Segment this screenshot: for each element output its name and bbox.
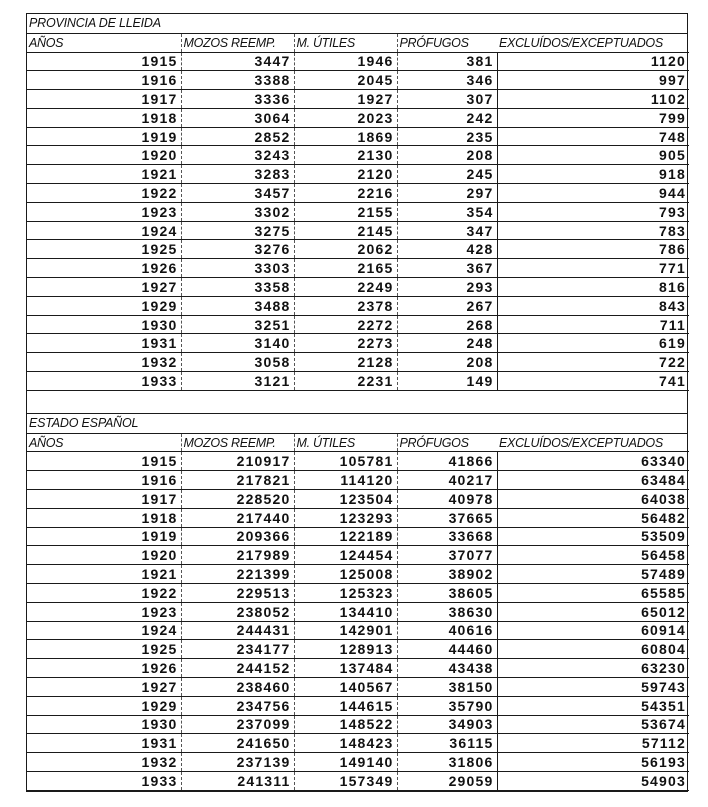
cell-excluidos: 711 [497,315,689,334]
cell-excluidos: 843 [497,296,689,315]
cell-year: 1916 [27,471,181,490]
cell-mozos-reemp: 3243 [181,146,294,165]
cell-m-utiles: 2130 [294,146,397,165]
cell-excluidos: 59743 [497,677,689,696]
cell-excluidos: 741 [497,372,689,391]
section-title-lleida: PROVINCIA DE LLEIDA [27,14,687,34]
table-row [27,508,689,527]
cell-profugos: 346 [397,71,497,90]
cell-m-utiles: 2378 [294,296,397,315]
cell-mozos-reemp: 234177 [181,640,294,659]
cell-mozos-reemp: 217440 [181,508,294,527]
table-row [27,108,689,127]
cell-year: 1917 [27,90,181,109]
cell-excluidos: 783 [497,221,689,240]
cell-profugos: 208 [397,353,497,372]
cell-m-utiles: 2165 [294,259,397,278]
cell-mozos-reemp: 3140 [181,334,294,353]
cell-profugos: 307 [397,90,497,109]
table-row [27,489,689,508]
cell-m-utiles: 149140 [294,753,397,772]
cell-year: 1923 [27,202,181,221]
cell-year: 1922 [27,184,181,203]
cell-m-utiles: 2155 [294,202,397,221]
cell-excluidos: 56458 [497,546,689,565]
table-row [27,583,689,602]
cell-excluidos: 53509 [497,527,689,546]
cell-mozos-reemp: 3302 [181,202,294,221]
cell-m-utiles: 1946 [294,52,397,71]
cell-excluidos: 799 [497,108,689,127]
cell-year: 1918 [27,508,181,527]
cell-excluidos: 65585 [497,583,689,602]
table-row [27,165,689,184]
table-row [27,602,689,621]
table-row [27,278,689,297]
cell-profugos: 38630 [397,602,497,621]
cell-profugos: 367 [397,259,497,278]
cell-year: 1933 [27,771,181,790]
cell-mozos-reemp: 3336 [181,90,294,109]
cell-profugos: 297 [397,184,497,203]
cell-excluidos: 53674 [497,715,689,734]
header-excluidos: EXCLUÍDOS/EXCEPTUADOS [497,434,689,452]
cell-profugos: 40978 [397,489,497,508]
cell-m-utiles: 2231 [294,372,397,391]
header-row [27,34,689,52]
cell-excluidos: 57112 [497,734,689,753]
cell-excluidos: 60804 [497,640,689,659]
cell-year: 1921 [27,165,181,184]
cell-mozos-reemp: 217989 [181,546,294,565]
table-row [27,452,689,471]
table-row [27,296,689,315]
cell-excluidos: 56482 [497,508,689,527]
cell-excluidos: 918 [497,165,689,184]
cell-profugos: 35790 [397,696,497,715]
statistics-document [26,13,688,792]
cell-mozos-reemp: 234756 [181,696,294,715]
table-row [27,546,689,565]
cell-m-utiles: 2062 [294,240,397,259]
table-row [27,334,689,353]
cell-mozos-reemp: 3058 [181,353,294,372]
cell-year: 1932 [27,353,181,372]
cell-m-utiles: 137484 [294,659,397,678]
cell-year: 1927 [27,278,181,297]
table-row [27,771,689,790]
cell-profugos: 381 [397,52,497,71]
cell-mozos-reemp: 3276 [181,240,294,259]
cell-profugos: 40217 [397,471,497,490]
cell-year: 1926 [27,259,181,278]
cell-m-utiles: 125008 [294,565,397,584]
cell-m-utiles: 142901 [294,621,397,640]
cell-mozos-reemp: 241311 [181,771,294,790]
table-row [27,372,689,391]
cell-year: 1925 [27,640,181,659]
cell-excluidos: 64038 [497,489,689,508]
cell-excluidos: 63340 [497,452,689,471]
cell-excluidos: 1102 [497,90,689,109]
cell-excluidos: 793 [497,202,689,221]
header-m-utiles: M. ÚTILES [294,34,397,52]
cell-m-utiles: 123504 [294,489,397,508]
table-lleida [27,34,689,391]
table-row [27,565,689,584]
cell-excluidos: 63484 [497,471,689,490]
cell-year: 1925 [27,240,181,259]
cell-mozos-reemp: 244152 [181,659,294,678]
cell-m-utiles: 157349 [294,771,397,790]
cell-m-utiles: 2249 [294,278,397,297]
cell-year: 1929 [27,696,181,715]
cell-mozos-reemp: 3275 [181,221,294,240]
cell-mozos-reemp: 3303 [181,259,294,278]
cell-profugos: 38605 [397,583,497,602]
table-row [27,202,689,221]
cell-excluidos: 54903 [497,771,689,790]
cell-m-utiles: 2128 [294,353,397,372]
cell-excluidos: 60914 [497,621,689,640]
cell-excluidos: 57489 [497,565,689,584]
cell-year: 1927 [27,677,181,696]
cell-year: 1924 [27,221,181,240]
cell-year: 1918 [27,108,181,127]
cell-year: 1920 [27,546,181,565]
cell-profugos: 208 [397,146,497,165]
cell-profugos: 268 [397,315,497,334]
cell-year: 1929 [27,296,181,315]
cell-year: 1916 [27,71,181,90]
cell-mozos-reemp: 221399 [181,565,294,584]
cell-excluidos: 786 [497,240,689,259]
cell-year: 1933 [27,372,181,391]
cell-excluidos: 1120 [497,52,689,71]
cell-m-utiles: 105781 [294,452,397,471]
cell-profugos: 149 [397,372,497,391]
table-row [27,640,689,659]
cell-mozos-reemp: 244431 [181,621,294,640]
table-row [27,677,689,696]
cell-profugos: 347 [397,221,497,240]
cell-mozos-reemp: 2852 [181,127,294,146]
cell-m-utiles: 2045 [294,71,397,90]
cell-mozos-reemp: 3251 [181,315,294,334]
header-anos: AÑOS [27,34,181,52]
header-row [27,434,689,452]
cell-excluidos: 56193 [497,753,689,772]
cell-profugos: 33668 [397,527,497,546]
cell-profugos: 428 [397,240,497,259]
header-anos: AÑOS [27,434,181,452]
table-row [27,659,689,678]
cell-excluidos: 65012 [497,602,689,621]
section-title-estado: ESTADO ESPAÑOL [27,414,687,434]
cell-profugos: 38902 [397,565,497,584]
cell-m-utiles: 2023 [294,108,397,127]
cell-year: 1923 [27,602,181,621]
cell-m-utiles: 148423 [294,734,397,753]
table-row [27,259,689,278]
table-row [27,734,689,753]
cell-mozos-reemp: 3457 [181,184,294,203]
cell-m-utiles: 140567 [294,677,397,696]
cell-profugos: 43438 [397,659,497,678]
cell-m-utiles: 2120 [294,165,397,184]
cell-year: 1931 [27,734,181,753]
cell-mozos-reemp: 238052 [181,602,294,621]
cell-m-utiles: 128913 [294,640,397,659]
cell-mozos-reemp: 210917 [181,452,294,471]
cell-profugos: 248 [397,334,497,353]
cell-profugos: 38150 [397,677,497,696]
table-row [27,221,689,240]
table-row [27,353,689,372]
cell-year: 1930 [27,715,181,734]
cell-m-utiles: 1927 [294,90,397,109]
cell-profugos: 235 [397,127,497,146]
cell-m-utiles: 122189 [294,527,397,546]
cell-year: 1921 [27,565,181,584]
cell-m-utiles: 2216 [294,184,397,203]
cell-profugos: 36115 [397,734,497,753]
cell-m-utiles: 1869 [294,127,397,146]
table-row [27,527,689,546]
table-row [27,240,689,259]
cell-mozos-reemp: 228520 [181,489,294,508]
cell-year: 1917 [27,489,181,508]
cell-profugos: 41866 [397,452,497,471]
cell-m-utiles: 123293 [294,508,397,527]
cell-year: 1932 [27,753,181,772]
cell-mozos-reemp: 237099 [181,715,294,734]
table-row [27,471,689,490]
table-row [27,127,689,146]
cell-excluidos: 619 [497,334,689,353]
cell-profugos: 354 [397,202,497,221]
cell-excluidos: 748 [497,127,689,146]
cell-m-utiles: 124454 [294,546,397,565]
cell-year: 1919 [27,127,181,146]
cell-mozos-reemp: 217821 [181,471,294,490]
cell-excluidos: 722 [497,353,689,372]
section-spacer [27,391,687,414]
cell-m-utiles: 2273 [294,334,397,353]
header-profugos: PRÓFUGOS [397,434,497,452]
cell-year: 1915 [27,452,181,471]
cell-mozos-reemp: 241650 [181,734,294,753]
table-row [27,71,689,90]
table-row [27,52,689,71]
cell-mozos-reemp: 229513 [181,583,294,602]
cell-m-utiles: 134410 [294,602,397,621]
cell-profugos: 242 [397,108,497,127]
header-mozos-reemp: MOZOS REEMP. [181,434,294,452]
cell-m-utiles: 125323 [294,583,397,602]
cell-profugos: 245 [397,165,497,184]
cell-excluidos: 816 [497,278,689,297]
cell-profugos: 34903 [397,715,497,734]
header-mozos-reemp: MOZOS REEMP. [181,34,294,52]
header-m-utiles: M. ÚTILES [294,434,397,452]
cell-mozos-reemp: 3064 [181,108,294,127]
table-row [27,715,689,734]
table-row [27,696,689,715]
cell-year: 1926 [27,659,181,678]
cell-year: 1931 [27,334,181,353]
cell-year: 1930 [27,315,181,334]
cell-year: 1920 [27,146,181,165]
cell-mozos-reemp: 237139 [181,753,294,772]
table-row [27,621,689,640]
cell-m-utiles: 2272 [294,315,397,334]
table-estado [27,434,689,791]
cell-profugos: 267 [397,296,497,315]
cell-excluidos: 771 [497,259,689,278]
cell-m-utiles: 144615 [294,696,397,715]
cell-profugos: 293 [397,278,497,297]
cell-profugos: 37077 [397,546,497,565]
table-row [27,90,689,109]
table-row [27,753,689,772]
cell-excluidos: 54351 [497,696,689,715]
cell-excluidos: 944 [497,184,689,203]
cell-profugos: 44460 [397,640,497,659]
cell-excluidos: 997 [497,71,689,90]
cell-excluidos: 63230 [497,659,689,678]
cell-mozos-reemp: 3488 [181,296,294,315]
header-excluidos: EXCLUÍDOS/EXCEPTUADOS [497,34,689,52]
cell-mozos-reemp: 3283 [181,165,294,184]
cell-mozos-reemp: 3121 [181,372,294,391]
cell-profugos: 37665 [397,508,497,527]
cell-m-utiles: 2145 [294,221,397,240]
cell-mozos-reemp: 238460 [181,677,294,696]
table-row [27,146,689,165]
cell-mozos-reemp: 3447 [181,52,294,71]
cell-excluidos: 905 [497,146,689,165]
cell-mozos-reemp: 3388 [181,71,294,90]
cell-year: 1922 [27,583,181,602]
cell-year: 1924 [27,621,181,640]
cell-m-utiles: 148522 [294,715,397,734]
cell-mozos-reemp: 209366 [181,527,294,546]
cell-profugos: 40616 [397,621,497,640]
table-row [27,315,689,334]
cell-profugos: 31806 [397,753,497,772]
cell-year: 1919 [27,527,181,546]
header-profugos: PRÓFUGOS [397,34,497,52]
cell-m-utiles: 114120 [294,471,397,490]
cell-year: 1915 [27,52,181,71]
cell-mozos-reemp: 3358 [181,278,294,297]
cell-profugos: 29059 [397,771,497,790]
table-row [27,184,689,203]
